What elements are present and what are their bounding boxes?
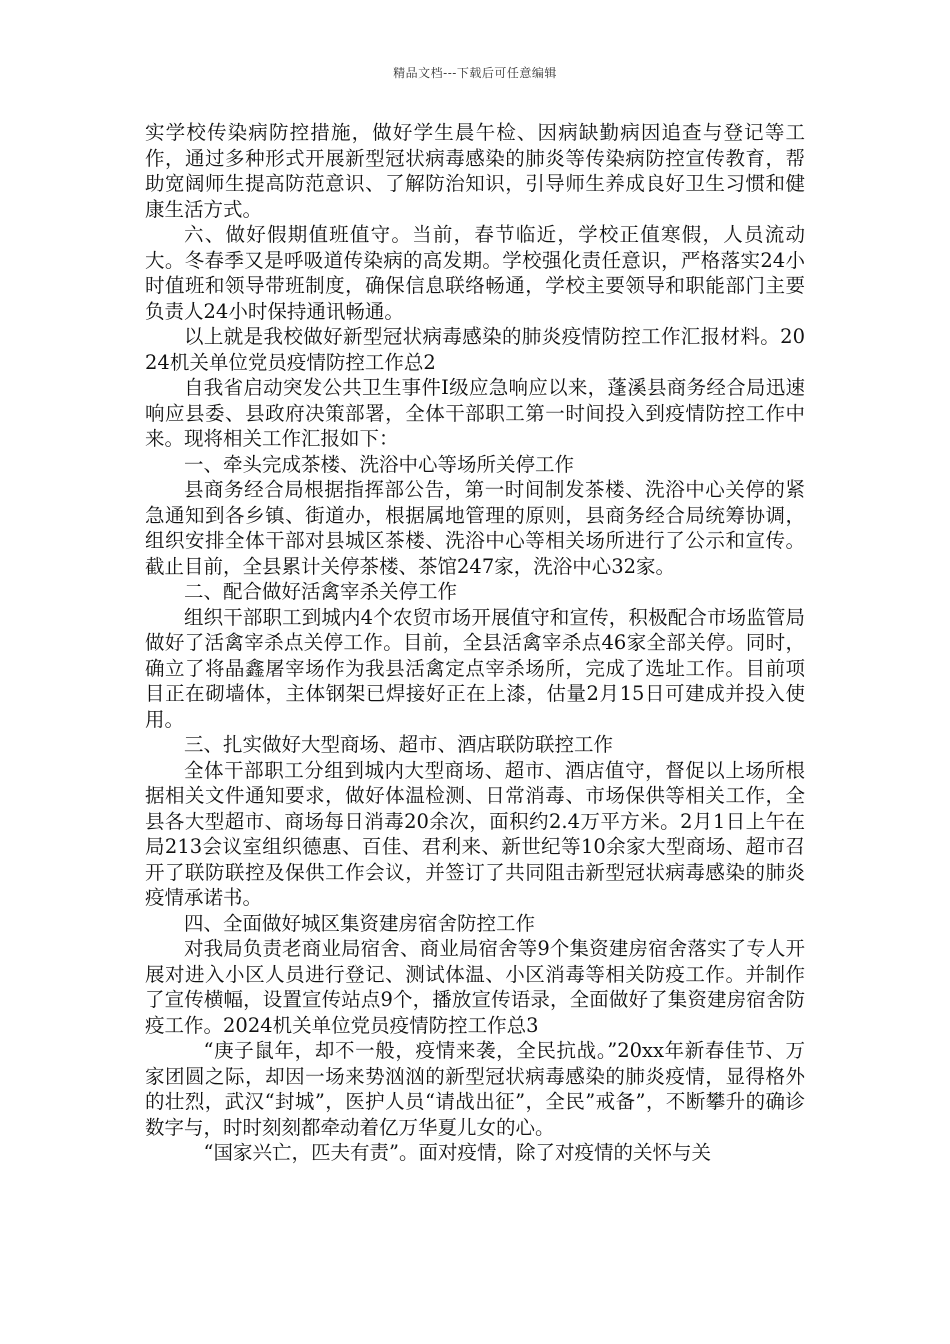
- paragraph: 全体干部职工分组到城内大型商场、超市、酒店值守，督促以上场所根据相关文件通知要求，做好体温检测、日常消毒、市场保供等相关工作，全县各大型超市、商场每日消毒20余次，面积约2.4万平方米。2月1日上午在局213会议室组织德惠、百佳、君利来、新世纪等10余家大型商场、超市召开了联防联控及保供工作会议，并签订了共同阻击新型冠状病毒感染的肺炎疫情承诺书。: [145, 758, 805, 909]
- paragraph: 以上就是我校做好新型冠状病毒感染的肺炎疫情防控工作汇报材料。2024机关单位党员疫情防控工作总2: [145, 325, 805, 374]
- section-heading: 三、扎实做好大型商场、超市、酒店联防联控工作: [184, 733, 614, 756]
- paragraph: 六、做好假期值班值守。当前，春节临近，学校正值寒假，人员流动大。冬春季又是呼吸道传染病的高发期。学校强化责任意识，严格落实24小时值班和领导带班制度，确保信息联络畅通，学校主要领导和职能部门主要负责人24小时保持通讯畅通。: [145, 223, 805, 323]
- document-body: [145, 120, 805, 1166]
- paragraph: 实学校传染病防控措施，做好学生晨午检、因病缺勤病因追查与登记等工作，通过多种形式开展新型冠状病毒感染的肺炎等传染病防控宣传教育，帮助宽阔师生提高防范意识、了解防治知识，引导师生养成良好卫生习惯和健康生活方式。: [145, 121, 805, 221]
- paragraph: “庚子鼠年，却不一般，疫情来袭，全民抗战。”20xx年新春佳节、万家团圆之际，却因一场来势汹汹的新型冠状病毒感染的肺炎疫情，显得格外的壮烈，武汉“封城”，医护人员“请战出征”，全民”戒备”，不断攀升的确诊数字与，时时刻刻都牵动着亿万华夏儿女的心。: [145, 1039, 805, 1139]
- paragraph: 自我省启动突发公共卫生事件Ⅰ级应急响应以来，蓬溪县商务经合局迅速响应县委、县政府决策部署，全体干部职工第一时间投入到疫情防控工作中来。现将相关工作汇报如下：: [145, 376, 805, 450]
- paragraph: 对我局负责老商业局宿舍、商业局宿舍等9个集资建房宿舍落实了专人开展对进入小区人员进行登记、测试体温、小区消毒等相关防疫工作。并制作了宣传横幅，设置宣传站点9个，播放宣传语录，全面做好了集资建房宿舍防疫工作。2024机关单位党员疫情防控工作总3: [145, 937, 805, 1037]
- section-heading: 一、牵头完成茶楼、洗浴中心等场所关停工作: [184, 452, 575, 476]
- section-heading: 四、全面做好城区集资建房宿舍防控工作: [184, 911, 536, 935]
- paragraph: 组织干部职工到城内4个农贸市场开展值守和宣传，积极配合市场监管局做好了活禽宰杀点关停工作。目前，全县活禽宰杀点46家全部关停。同时，确立了将晶鑫屠宰场作为我县活禽定点宰杀场所，完成了选址工作。目前项目正在砌墙体，主体钢架已焊接好正在上漆，估量2月15日可建成并投入使用。: [145, 605, 805, 731]
- paragraph: “国家兴亡，匹夫有责”。面对疫情，除了对疫情的关怀与关: [203, 1141, 711, 1164]
- section-heading: 二、配合做好活禽宰杀关停工作: [184, 580, 458, 603]
- paragraph: 县商务经合局根据指挥部公告，第一时间制发茶楼、洗浴中心关停的紧急通知到各乡镇、街道办，根据属地管理的原则，县商务经合局统筹协调，组织安排全体干部对县城区茶楼、洗浴中心等相关场所进行了公示和宣传。截止目前，全县累计关停茶楼、茶馆247家，洗浴中心32家。: [145, 478, 805, 578]
- page-header-note: 精品文档---下载后可任意编辑: [393, 66, 557, 80]
